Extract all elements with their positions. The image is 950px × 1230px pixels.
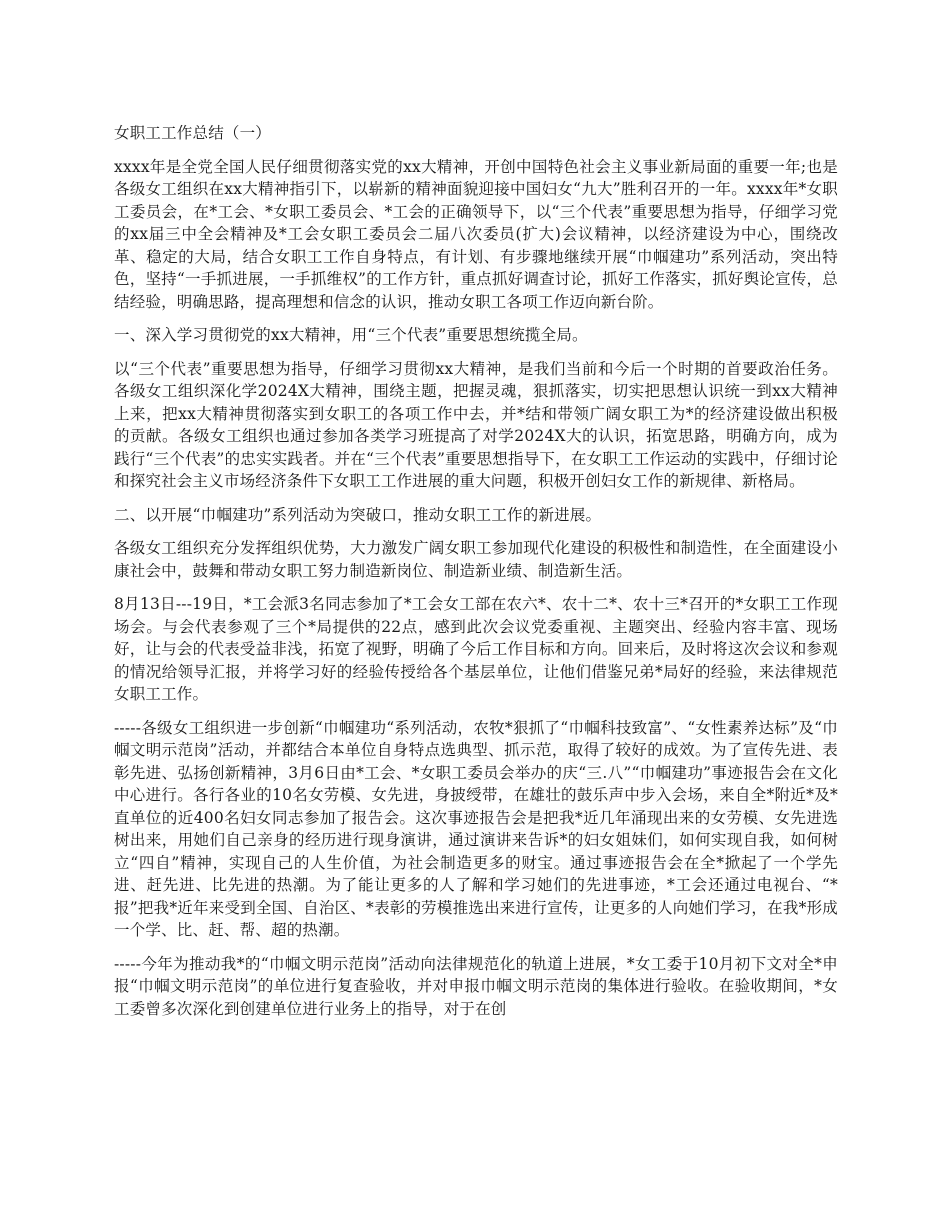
document-page [114,122,838,1031]
intro-paragraph: xxxx年是全党全国人民仔细贯彻落实党的xx大精神，开创中国特色社会主义事业新局面的重要一年;也是各级女工组织在xx大精神指引下，以崭新的精神面貌迎接中国妇女“九大”胜利召开的一年。xxxx年*女职工委员会，在*工会、*女职工委员会、*工会的正确领导下，以“三个代表”重要思想为指导，仔细学习党的xx届三中全会精神及*工会女职工委员会二届八次委员(扩大)会议精神，以经济建设为中心，围绕改革、稳定的大局，结合女职工工作自身特点，有计划、有步骤地继续开展“巾帼建功”系列活动，突出特色，坚持“一手抓进展，一手抓维权”的工作方针，重点抓好调查讨论，抓好工作落实，抓好舆论宣传，总结经验，明确思路，提高理想和信念的认识，推动女职工各项工作迈向新台阶。 [114,157,838,311]
section-2-paragraph-2: 8月13日---19日，*工会派3名同志参加了*工会女工部在农六*、农十二*、农十三*召开的*女职工工作现场会。与会代表参观了三个*局提供的22点，感到此次会议党委重视、主题突出、经验内容丰富、现场好，让与会的代表受益非浅，拓宽了视野，明确了今后工作目标和方向。回来后，及时将这次会议和参观的情况给领导汇报，并将学习好的经验传授给各个基层单位，让他们借鉴兄弟*局好的经验，来法律规范女职工工作。 [114,595,838,703]
section-2-paragraph-3: -----各级女工组织进一步创新“巾帼建功“系列活动，农牧*狠抓了“巾帼科技致富”、“女性素养达标”及“巾帼文明示范岗”活动，并都结合本单位自身特点选典型、抓示范，取得了较好的成效。为了宣传先进、表彰先进、弘扬创新精神，3月6日由*工会、*女职工委员会举办的庆“三.八”“巾帼建功”事迹报告会在文化中心进行。各行各业的10名女劳模、女先进，身披绶带，在雄壮的鼓乐声中步入会场，来自全*附近*及*直单位的近400名妇女同志参加了报告会。这次事迹报告会是把我*近几年涌现出来的女劳模、女先进选树出来，用她们自己亲身的经历进行现身演讲，通过演讲来告诉*的妇女姐妹们，如何实现自我，如何树立“四自”精神，实现自己的人生价值，为社会制造更多的财宝。通过事迹报告会在全*掀起了一个学先进、赶先进、比先进的热潮。为了能让更多的人了解和学习她们的先进事迹，*工会还通过电视台、“*报”把我*近年来受到全国、自治区、*表彰的劳模推选出来进行宣传，让更多的人向她们学习，在我*形成一个学、比、赶、帮、超的热潮。 [114,718,838,939]
section-heading-2: 二、以开展“巾帼建功”系列活动为突破口，推动女职工工作的新进展。 [114,505,602,524]
section-heading-1: 一、深入学习贯彻党的xx大精神，用“三个代表”重要思想统揽全局。 [114,326,588,344]
section-2-paragraph-4: -----今年为推动我*的“巾帼文明示范岗”活动向法律规范化的轨道上进展，*女工委于10月初下文对全*申报“巾帼文明示范岗”的单位进行复查验收，并对申报巾帼文明示范岗的集体进行验收。在验收期间，*女工委曾多次深化到创建单位进行业务上的指导，对于在创 [114,954,838,1018]
section-1-paragraph: 以“三个代表”重要思想为指导，仔细学习贯彻xx大精神，是我们当前和今后一个时期的首要政治任务。各级女工组织深化学2024X大精神，围绕主题，把握灵魂，狠抓落实，切实把思想认识统一到xx大精神上来，把xx大精神贯彻落实到女职工的各项工作中去，并*结和带领广阔女职工为*的经济建设做出积极的贡献。各级女工组织也通过参加各类学习班提高了对学2024X大的认识，拓宽思路，明确方向，成为践行“三个代表”的忠实实践者。并在“三个代表”重要思想指导下，在女职工工作运动的实践中，仔细讨论和探究社会主义市场经济条件下女职工工作进展的重大问题，积极开创妇女工作的新规律、新格局。 [114,359,838,490]
section-2-paragraph-1: 各级女工组织充分发挥组织优势，大力激发广阔女职工参加现代化建设的积极性和制造性，在全面建设小康社会中，鼓舞和带动女职工努力制造新岗位、制造新业绩、制造新生活。 [114,539,838,580]
document-title: 女职工工作总结（一） [114,124,272,142]
